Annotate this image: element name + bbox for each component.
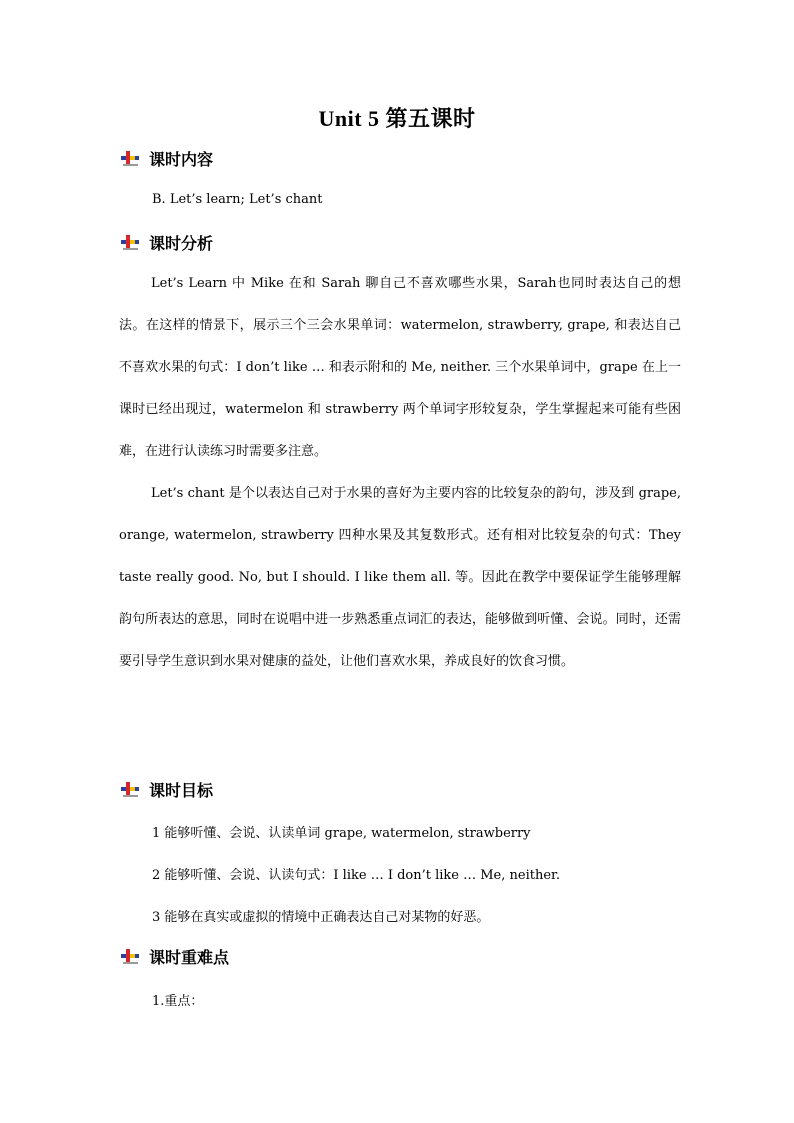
page-title: Unit 5 第五课时 — [318, 106, 476, 131]
objective-item-3: 3 能够在真实或虚拟的情境中正确表达自己对某物的好恶。 — [152, 910, 490, 925]
objective-item-2: 2 能够听懂、会说、认读句式：I like … I don’t like … Me, neither. — [152, 868, 560, 883]
bullet-cross-icon — [120, 233, 140, 251]
section-heading-content — [120, 146, 213, 170]
key-points-item-1: 1.重点： — [152, 994, 204, 1009]
section-heading-label: 课时内容 — [149, 149, 214, 169]
section-content-text: B. Let’s learn; Let’s chant — [152, 192, 323, 207]
section-heading-key-points — [120, 944, 229, 968]
section-heading-label: 课时分析 — [149, 233, 214, 253]
analysis-paragraph-1: Let’s Learn 中 Mike 在和 Sarah 聊自己不喜欢哪些水果，Sarah也同时表达自己的想法。在这样的情景下，展示三个三会水果单词：watermelon, strawberry, grape, 和表达自己不喜欢水果的句式：I don’t like … 和表示附和的 Me, neither. 三个水果单词中，grape 在上一课时已经出现过，watermelon 和 strawberry 两个单词字形较复杂，学生掌握起来可能有些困难，在进行认读练习时需要多注意。 — [119, 276, 681, 459]
section-heading-label: 课时目标 — [149, 780, 214, 800]
analysis-paragraph-2: Let’s chant 是个以表达自己对于水果的喜好为主要内容的比较复杂的韵句，涉及到 grape, orange, watermelon, strawberry 四种水果及其复数形式。还有相对比较复杂的句式：They taste really good. No, but I should. I like them all. 等。因此在教学中要保证学生能够理解韵句所表达的意思，同时在说唱中进一步熟悉重点词汇的表达，能够做到听懂、会说。同时，还需要引导学生意识到水果对健康的益处，让他们喜欢水果，养成良好的饮食习惯。 — [119, 486, 681, 669]
section-heading-label: 课时重难点 — [149, 947, 230, 967]
bullet-cross-icon — [120, 947, 140, 965]
bullet-cross-icon — [120, 149, 140, 167]
section-heading-analysis — [120, 230, 213, 254]
objective-item-1: 1 能够听懂、会说、认读单词 grape, watermelon, strawberry — [152, 826, 531, 841]
bullet-cross-icon — [120, 780, 140, 798]
analysis-paragraphs — [119, 263, 681, 683]
section-heading-objectives — [120, 777, 213, 801]
